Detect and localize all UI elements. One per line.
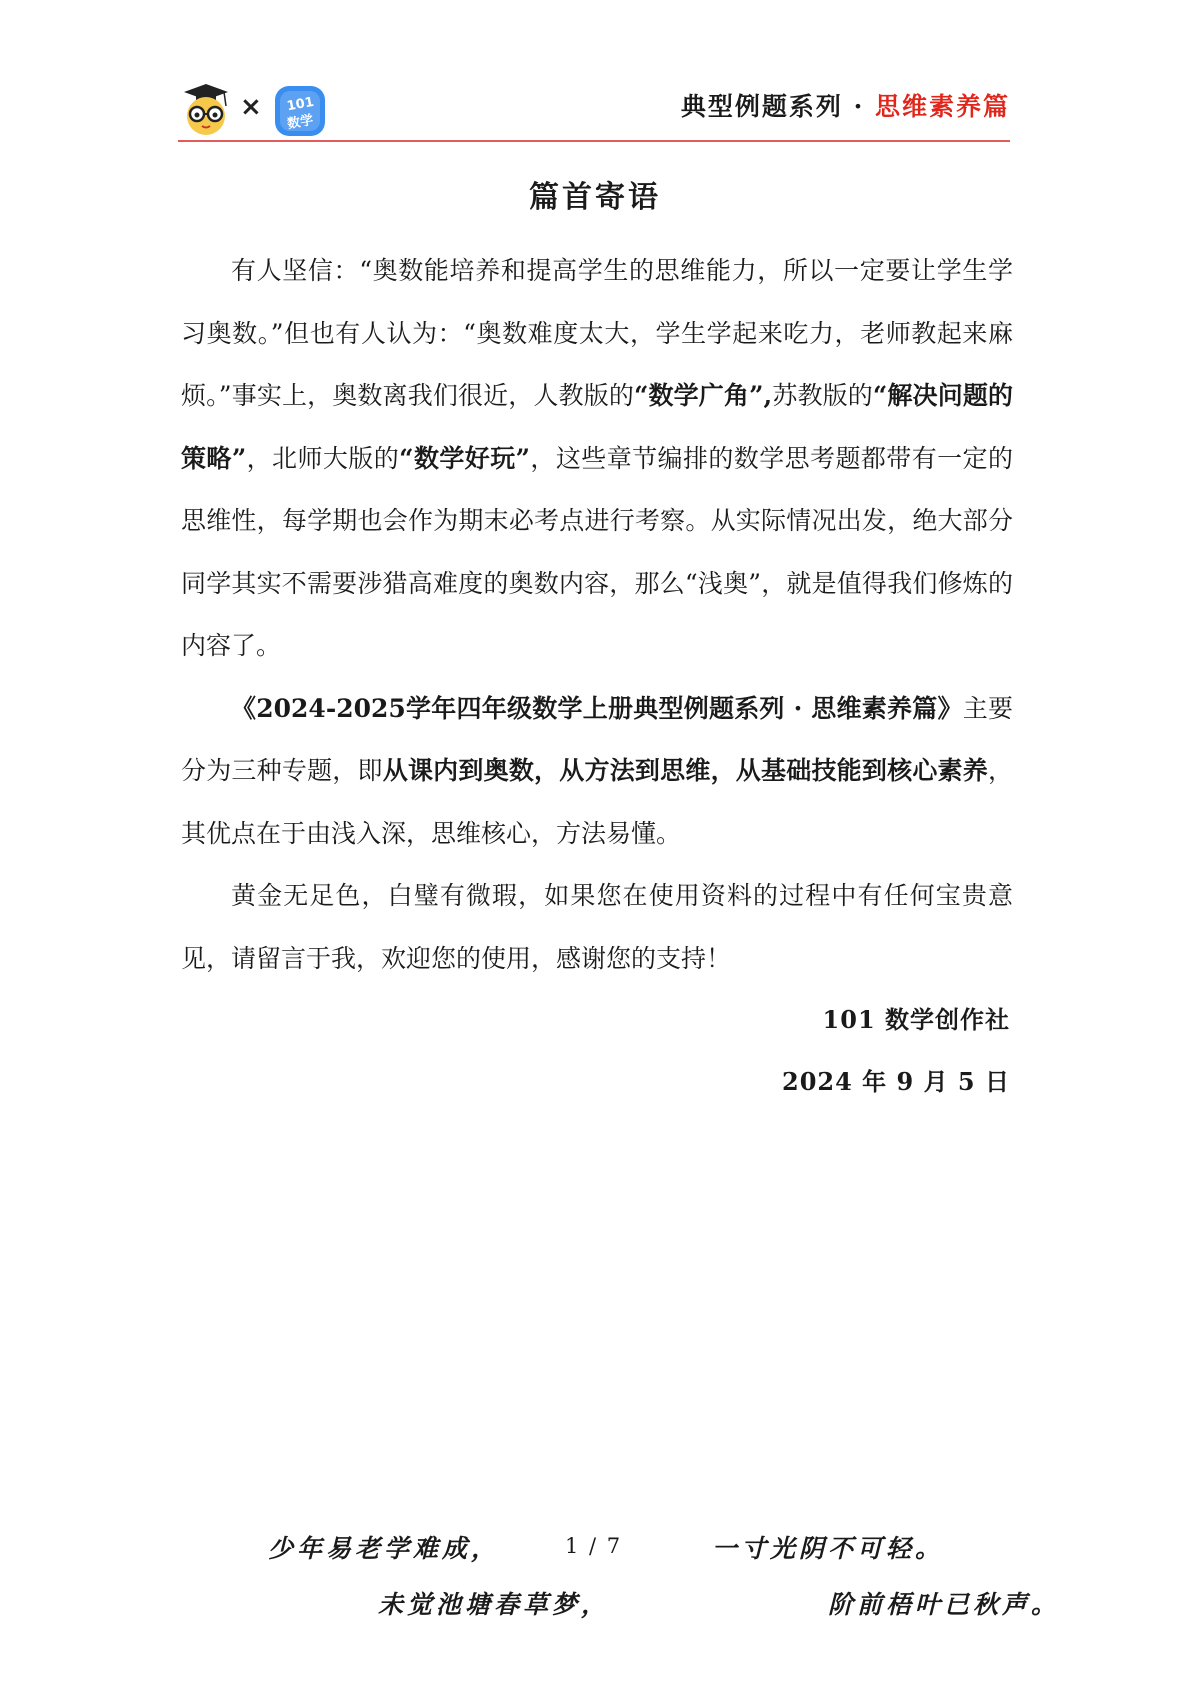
logo-text-101: 101 bbox=[285, 94, 316, 115]
series-title-black: 典型例题系列 · bbox=[680, 92, 875, 121]
p2-bold-book-title: 《2024-2025学年四年级数学上册典型例题系列 · 思维素养篇》 bbox=[231, 693, 963, 723]
paragraph-1 bbox=[181, 240, 1013, 678]
signature-date: 2024 年 9 月 5 日 bbox=[782, 1067, 1010, 1096]
p1-text-4: ，这些章节编排的数学思考题都带有一定的思维性，每学期也会作为期末必考点进行考察。从实际情况出发，绝大部分同学其实不需要涉猎高难度的奥数内容，那么“浅奥”，就是值得我们修炼的内容了。 bbox=[181, 443, 1013, 660]
p1-text-3: ，北师大版的 bbox=[246, 443, 400, 473]
page-title: 篇首寄语 bbox=[529, 180, 661, 215]
logo-text-math: 数学 bbox=[286, 112, 315, 133]
p2-text-2: ，其优点在于由浅入深，思维核心，方法易懂。 bbox=[181, 756, 1013, 848]
paragraph-3: 黄金无足色，白璧有微瑕，如果您在使用资料的过程中有任何宝贵意见，请留言于我，欢迎您的使用，感谢您的支持！ bbox=[181, 881, 1013, 973]
p1-bold-math-corner: “数学广角”, bbox=[633, 381, 773, 410]
poem-line1-left: 少年易老学难成， bbox=[268, 1534, 501, 1563]
header-divider bbox=[178, 140, 1010, 142]
p2-bold-topics: 从课内到奥数，从方法到思维，从基础技能到核心素养 bbox=[382, 756, 988, 785]
series-title-red: 思维素养篇 bbox=[874, 92, 1010, 121]
p1-bold-fun-math: “数学好玩” bbox=[399, 443, 531, 473]
101-math-logo-icon bbox=[271, 82, 329, 140]
page-number: 1 / 7 bbox=[565, 1534, 623, 1558]
times-separator: × bbox=[240, 92, 262, 122]
p1-text-2: 苏教版的 bbox=[772, 381, 873, 410]
poem-line1-right: 一寸光阴不可轻。 bbox=[712, 1534, 945, 1563]
poem-line2-left: 未觉池塘春草梦， bbox=[378, 1590, 611, 1619]
page-footer bbox=[0, 1530, 1190, 1640]
p2-text-1: 主要分为三种专题，即 bbox=[181, 693, 1013, 785]
poem-line2-right: 阶前梧叶已秋声。 bbox=[828, 1590, 1061, 1619]
paragraph-2 bbox=[181, 678, 1013, 866]
p1-bold-strategy: “解决问题的策略” bbox=[181, 381, 1013, 473]
signature-org: 101 数学创作社 bbox=[822, 1005, 1010, 1034]
series-title bbox=[681, 94, 1010, 119]
preface-body bbox=[181, 240, 1013, 990]
p1-text-1: 有人坚信：“奥数能培养和提高学生的思维能力，所以一定要让学生学习奥数。”但也有人认为：“奥数难度太大，学生学起来吃力，老师教起来麻烦。”事实上，奥数离我们很近，人教版的 bbox=[181, 256, 1013, 410]
owl-logo-icon bbox=[182, 82, 230, 136]
page-header bbox=[178, 80, 1010, 142]
